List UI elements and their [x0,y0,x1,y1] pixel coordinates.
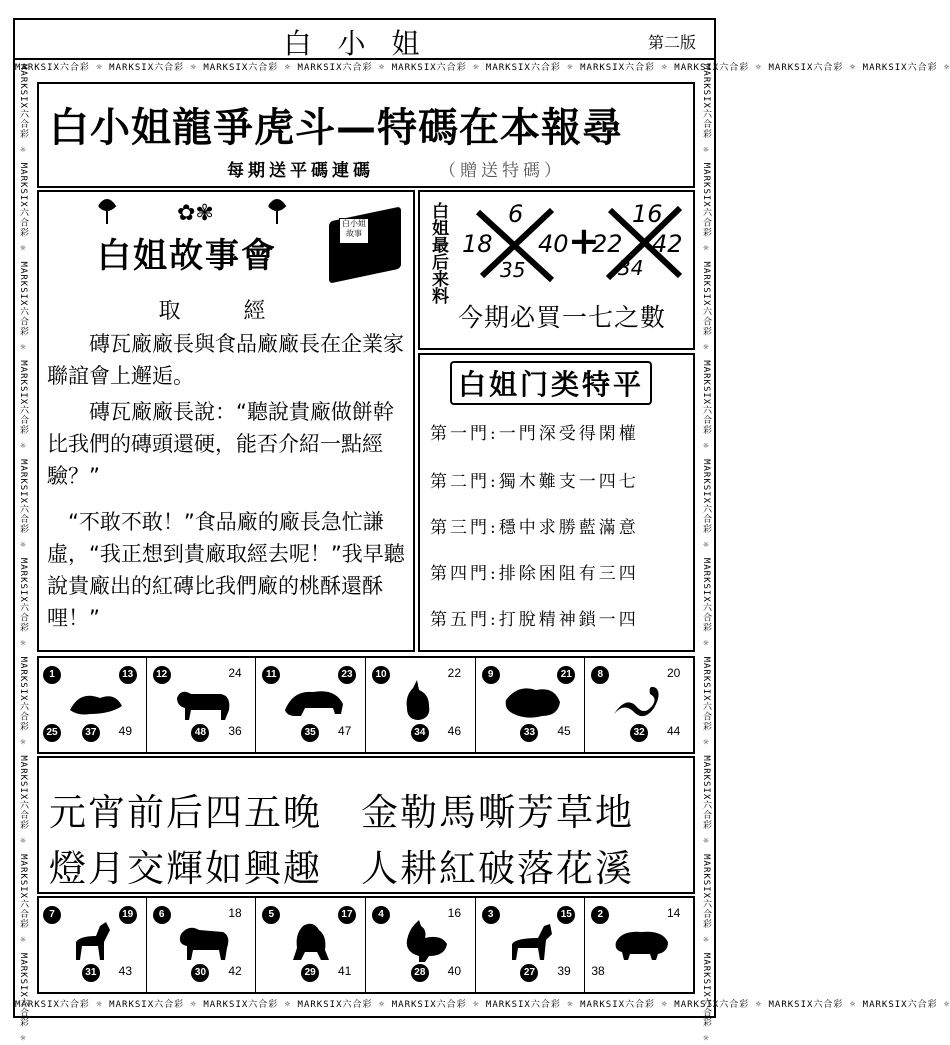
zodiac-number: 36 [228,724,242,738]
story-paragraph: 磚瓦廠廠長說：“聽說貴廠做餅幹比我們的磚頭還硬，能否介紹一點經驗？” [47,400,394,488]
zodiac-number: 40 [447,964,462,978]
zodiac-number: 37 [82,724,100,742]
rooster-icon [389,920,459,964]
poem-box [37,756,695,894]
door-text: 一門深受得閑權 [498,424,639,444]
zodiac-number: 20 [666,666,681,680]
prediction-box [418,190,695,350]
zodiac-number: 9 [482,666,500,684]
door-label: 第五門: [430,610,499,630]
door-label: 第一門: [430,424,499,444]
top-strip: MARKSIX六合彩 ☼ MARKSIX六合彩 ☼ MARKSIX六合彩 ☼ MARKSIX六合彩 ☼ MARKSIX六合彩 ☼ MARKSIX六合彩 ☼ MARKSIX六合彩 ☼ MARKSIX六合彩 ☼ MARKSIX六合彩 ☼ MARKSIX六合彩 ☼ [15,63,950,73]
pred-number: 40 [538,230,569,258]
door-text: 穩中求勝藍滿意 [498,518,639,538]
zodiac-number: 41 [337,964,352,978]
zodiac-number: 39 [557,964,571,978]
door-item [430,605,639,630]
zodiac-number: 22 [447,666,462,680]
zodiac-top-cell-dragon [476,658,586,752]
zodiac-number: 31 [82,964,100,982]
zodiac-number: 45 [557,724,571,738]
door-label: 第四門: [430,564,499,584]
door-text: 打脫精神鎖一四 [498,610,639,630]
zodiac-top-cell-rat [37,658,147,752]
zodiac-number: 28 [411,964,429,982]
zodiac-top-cell-tiger [256,658,366,752]
zodiac-number: 19 [119,906,137,924]
zodiac-number: 32 [630,724,648,742]
zodiac-number: 16 [447,906,462,920]
zodiac-number: 14 [666,906,681,920]
zodiac-top-cell-snake [585,658,695,752]
pred-number: 35 [500,258,526,282]
zodiac-number: 30 [191,964,209,982]
goat-icon [169,920,239,964]
zodiac-number: 47 [337,724,352,738]
door-label: 第三門: [430,518,499,538]
zodiac-number: 44 [666,724,681,738]
zodiac-number: 24 [228,666,242,680]
zodiac-number: 27 [520,964,538,982]
zodiac-number: 4 [372,906,390,924]
monkey-icon [279,920,349,964]
zodiac-number: 46 [447,724,462,738]
zodiac-number: 1 [43,666,61,684]
zodiac-number: 42 [228,964,242,978]
door-text: 獨木難支一四七 [498,472,639,492]
zodiac-number: 38 [591,964,605,978]
headline: 白小姐龍爭虎斗—特碼在本報尋 [49,105,623,151]
zodiac-number: 33 [520,724,538,742]
zodiac-number: 7 [43,906,61,924]
zodiac-number: 49 [118,724,133,738]
story-paragraph: 磚瓦廠廠長與食品廠廠長在企業家聯誼會上邂逅。 [47,332,404,388]
door-item [430,559,639,584]
zodiac-number: 21 [557,666,575,684]
zodiac-number: 3 [482,906,500,924]
door-label: 第二門: [430,472,499,492]
ox-icon [169,680,239,724]
zodiac-bottom-cell-monkey [256,898,366,992]
zodiac-top-cell-ox [147,658,257,752]
book-label: 白小姐故事 [339,218,369,244]
headline-box [37,82,695,188]
zodiac-number: 10 [372,666,390,684]
rabbit-icon [389,680,459,724]
zodiac-number: 29 [301,964,319,982]
pred-number: 34 [618,256,644,280]
pred-plus: + [568,218,600,263]
door-item [430,513,639,538]
zodiac-bottom-cell-pig [585,898,695,992]
masthead-title: 白小姐 [283,27,446,60]
zodiac-number: 34 [411,724,429,742]
zodiac-number: 35 [301,724,319,742]
door-item [430,467,639,492]
doors-box [418,353,695,652]
dragon-icon [498,680,568,724]
prediction-side-label: 白姐最后来料 [428,202,448,304]
left-strip: MARKSIX六合彩 ☼ MARKSIX六合彩 ☼ MARKSIX六合彩 ☼ MARKSIX六合彩 ☼ MARKSIX六合彩 ☼ MARKSIX六合彩 ☼ MARKSIX六合彩 ☼ MARKSIX六合彩 ☼ MARKSIX六合彩 ☼ MARKSIX六合彩 ☼ [18,64,28,1045]
zodiac-number: 12 [153,666,171,684]
story-paragraph: “不敢不敢！”食品廠的廠長急忙謙虛，“我正想到貴廠取經去呢！”我早聽說貴廠出的紅磚比我們廠的桃酥還酥哩！” [47,510,405,630]
story-text [47,328,407,634]
door-text: 排除困阻有三四 [498,564,639,584]
poem-line-1: 元宵前后四五晚 金勒馬嘶芳草地 [49,791,634,834]
subline-note: （贈送特碼） [439,161,565,181]
zodiac-number: 2 [591,906,609,924]
zodiac-bottom-cell-rooster [366,898,476,992]
story-title: 取 經 [158,299,294,324]
poem-line-2: 燈月交輝如興趣 人耕紅破落花溪 [49,847,634,890]
right-strip: MARKSIX六合彩 ☼ MARKSIX六合彩 ☼ MARKSIX六合彩 ☼ MARKSIX六合彩 ☼ MARKSIX六合彩 ☼ MARKSIX六合彩 ☼ MARKSIX六合彩 ☼ MARKSIX六合彩 ☼ MARKSIX六合彩 ☼ MARKSIX六合彩 ☼ [701,64,711,1045]
bottom-strip: MARKSIX六合彩 ☼ MARKSIX六合彩 ☼ MARKSIX六合彩 ☼ MARKSIX六合彩 ☼ MARKSIX六合彩 ☼ MARKSIX六合彩 ☼ MARKSIX六合彩 ☼ MARKSIX六合彩 ☼ MARKSIX六合彩 ☼ MARKSIX六合彩 ☼ [15,1000,950,1010]
prediction-slogan: 今期必買一七之數 [458,303,667,332]
masthead [15,20,714,60]
pred-number: 22 [592,230,623,258]
dog-icon [498,920,568,964]
zodiac-number: 15 [557,906,575,924]
tiger-icon [279,680,349,724]
story-box [37,190,415,652]
zodiac-bottom-cell-goat [147,898,257,992]
subline-main: 每期送平碼連碼 [227,161,374,181]
story-heading: 白姐故事會 [97,236,277,276]
snake-icon [608,680,678,724]
pred-number: 6 [508,200,524,228]
zodiac-number: 11 [262,666,280,684]
zodiac-number: 43 [118,964,133,978]
zodiac-bottom-cell-dog [476,898,586,992]
horse-icon [60,920,130,964]
edition-label: 第二版 [647,33,696,52]
zodiac-bottom-cell-horse [37,898,147,992]
rat-icon [60,680,130,724]
pred-number: 18 [462,230,493,258]
zodiac-number: 8 [591,666,609,684]
zodiac-number: 23 [338,666,356,684]
zodiac-number: 18 [228,906,242,920]
zodiac-top-cell-rabbit [366,658,476,752]
doors-heading: 白姐门类特平 [450,361,652,405]
zodiac-number: 48 [191,724,209,742]
pig-icon [608,920,678,964]
zodiac-number: 25 [43,724,61,742]
zodiac-number: 13 [119,666,137,684]
pred-number: 42 [652,230,683,258]
zodiac-number: 5 [262,906,280,924]
zodiac-number: 17 [338,906,356,924]
zodiac-number: 6 [153,906,171,924]
pred-number: 16 [632,200,663,228]
svg-text:✿✾: ✿✾ [177,201,214,226]
door-item [430,419,639,444]
